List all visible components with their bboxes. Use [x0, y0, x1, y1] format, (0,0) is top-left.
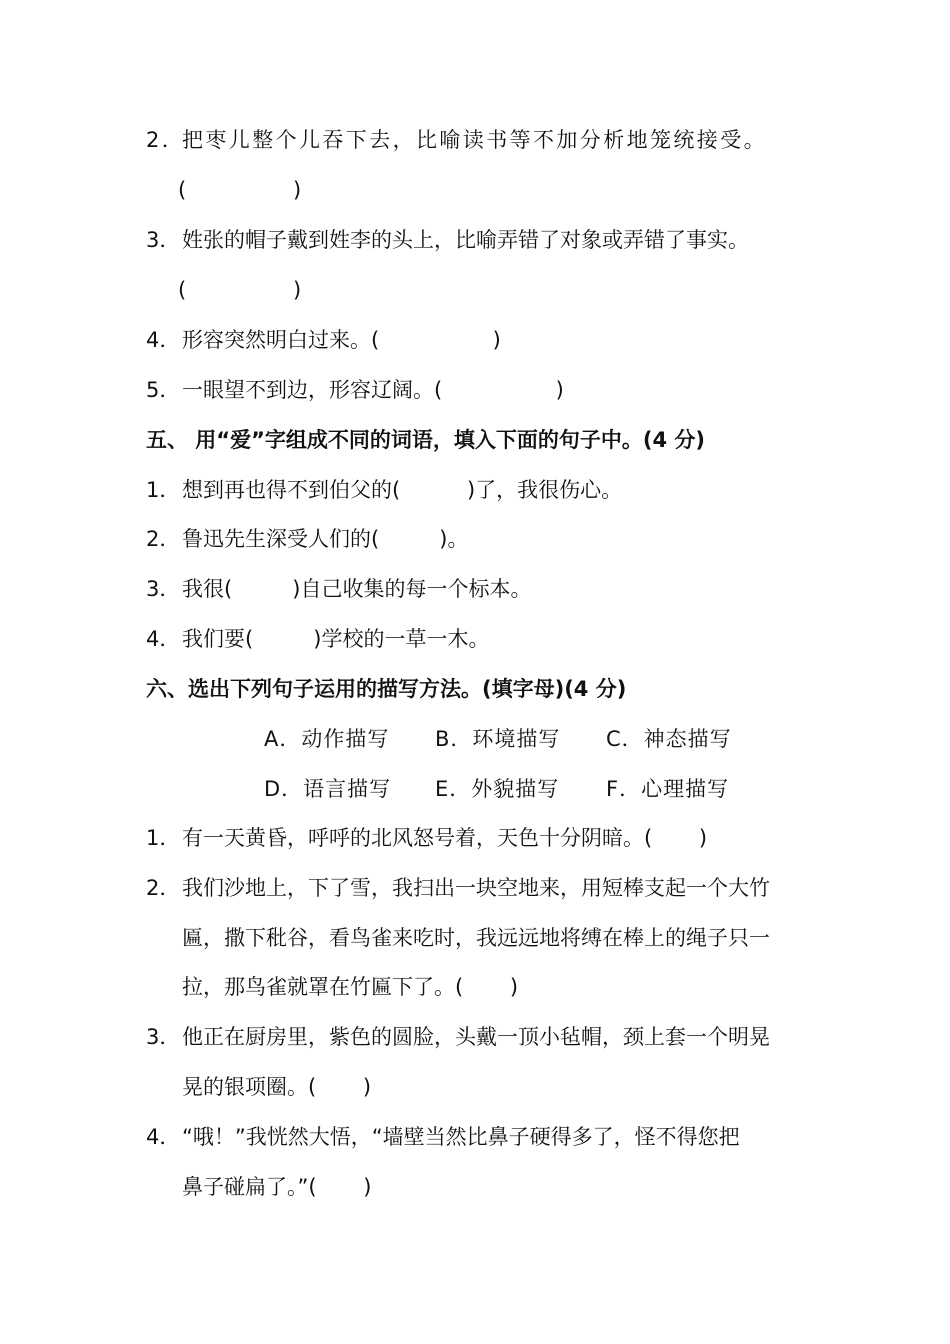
item-text: “哦！”我恍然大悟，“墙壁当然比鼻子硬得多了，怪不得您把: [182, 1125, 740, 1149]
item-text: 形容突然明白过来。( ): [182, 328, 501, 352]
item-number: 2．: [146, 128, 186, 152]
question-item: [146, 828, 707, 849]
item-number: 1．: [146, 826, 181, 850]
question-item: [146, 1027, 770, 1048]
item-text: 姓张的帽子戴到姓李的头上，比喻弄错了对象或弄错了事实。: [182, 228, 749, 252]
question-item: [146, 878, 770, 899]
item-text: 有一天黄昏，呼呼的北风怒号着，天色十分阴暗。( ): [182, 826, 708, 850]
item-text: 鲁迅先生深受人们的( )。: [182, 527, 469, 551]
item-number: 1．: [146, 478, 181, 502]
item-text-continued: 晃的银项圈。( ): [182, 1075, 372, 1099]
question-item: [146, 380, 564, 401]
item-number: 4．: [146, 328, 181, 352]
item-text: 把枣儿整个儿吞下去，比喻读书等不加分析地笼统接受。: [182, 128, 767, 152]
item-number: 3．: [146, 228, 181, 252]
question-item: [146, 579, 531, 600]
item-text: 我们沙地上，下了雪，我扫出一块空地来，用短棒支起一个大竹: [182, 876, 770, 900]
item-text-continued: 鼻子碰扁了。”( ): [182, 1175, 372, 1199]
answer-blank[interactable]: ( ): [178, 178, 302, 202]
question-item: [146, 529, 468, 550]
item-number: 4．: [146, 1125, 181, 1149]
section-heading: 六、选出下列句子运用的描写方法。(填字母)(4 分): [146, 677, 627, 701]
item-text-continued: 匾，撒下秕谷，看鸟雀来吃时，我远远地将缚在棒上的绳子只一: [182, 926, 770, 950]
question-item: [146, 230, 749, 251]
item-text: 一眼望不到边，形容辽阔。( ): [182, 378, 564, 402]
item-number: 3．: [146, 577, 181, 601]
item-number: 4．: [146, 627, 181, 651]
section-heading: 五、 用“爱”字组成不同的词语，填入下面的句子中。(4 分): [146, 428, 706, 452]
answer-blank[interactable]: ( ): [178, 278, 302, 302]
option-f: F．心理描写: [606, 777, 730, 801]
question-item: [146, 330, 501, 351]
option-d: D．语言描写: [264, 777, 392, 801]
item-text: 他正在厨房里，紫色的圆脸，头戴一顶小毡帽，颈上套一个明晃: [182, 1025, 770, 1049]
option-e: E．外貌描写: [435, 777, 560, 801]
question-item: [146, 629, 489, 650]
item-number: 2．: [146, 876, 181, 900]
question-item: [146, 480, 622, 501]
item-number: 5．: [146, 378, 181, 402]
item-text-continued: 拉，那鸟雀就罩在竹匾下了。( ): [182, 975, 519, 999]
option-c: C．神态描写: [606, 727, 732, 751]
question-item: [146, 1127, 740, 1148]
option-a: A．动作描写: [264, 727, 390, 751]
question-item: [146, 130, 767, 151]
item-text: 想到再也得不到伯父的( )了，我很伤心。: [182, 478, 623, 502]
item-number: 3．: [146, 1025, 181, 1049]
item-text: 我们要( )学校的一草一木。: [182, 627, 490, 651]
item-number: 2．: [146, 527, 181, 551]
item-text: 我很( )自己收集的每一个标本。: [182, 577, 532, 601]
option-b: B．环境描写: [435, 727, 561, 751]
